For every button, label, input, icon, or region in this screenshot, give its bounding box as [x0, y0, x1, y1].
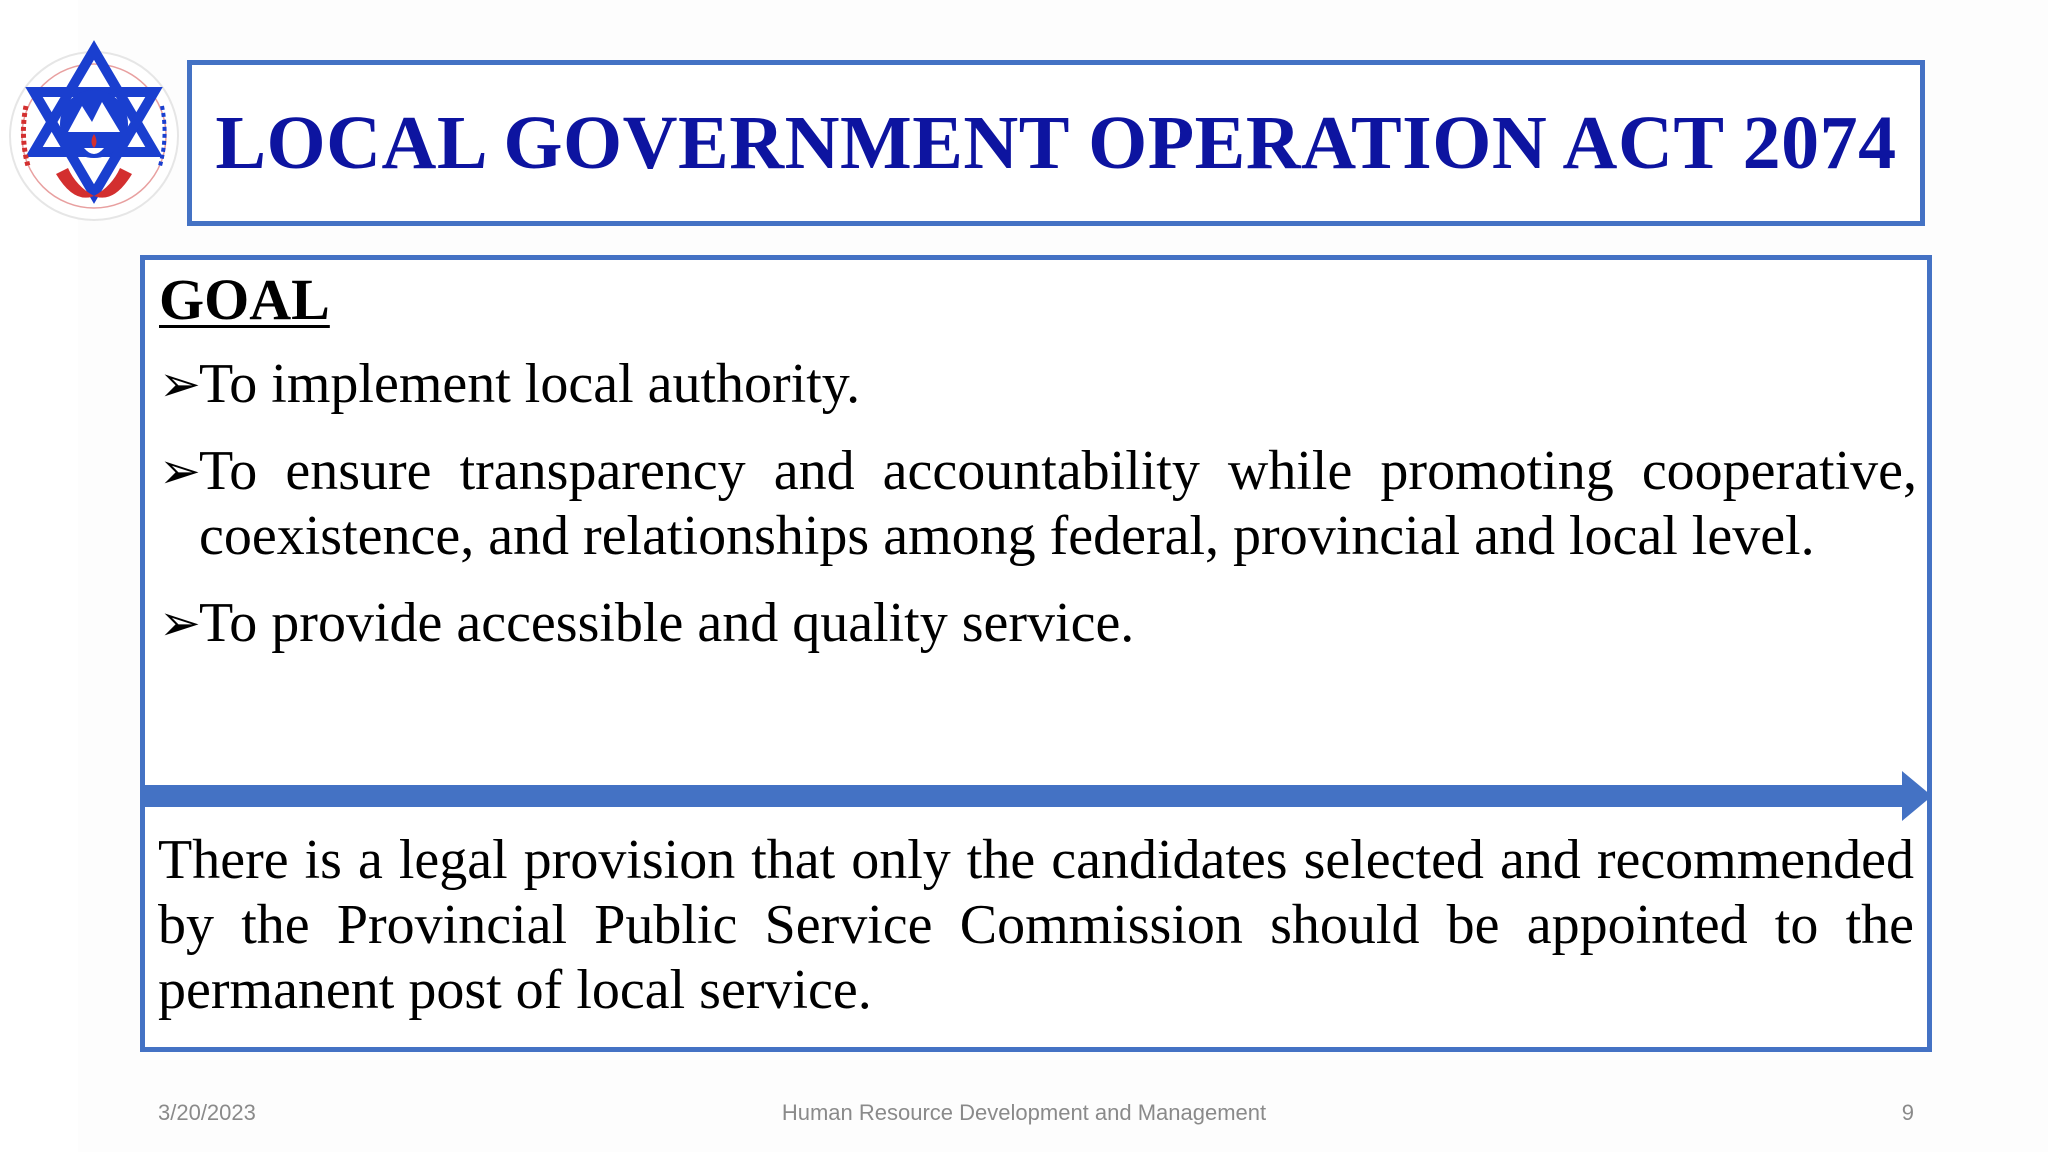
university-emblem-icon: [4, 36, 184, 228]
goal-bullet-text: To ensure transparency and accountability while promoting cooperative, coexistence, and relationships among federal, provincial and local level.: [199, 440, 1917, 567]
goal-bullet: [159, 439, 1917, 569]
slide-title: LOCAL GOVERNMENT OPERATION ACT 2074: [215, 100, 1897, 185]
footer-date: 3/20/2023: [158, 1100, 256, 1125]
goal-bullet-list: [159, 352, 1917, 678]
legal-provision-text: There is a legal provision that only the candidates selected and recommended by the Provincial Public Service Commission should be appointed to the permanent post of local service.: [158, 829, 1914, 1021]
footer-title: Human Resource Development and Management: [781, 1100, 1267, 1125]
goal-bullet: [159, 591, 1917, 656]
goal-bullet: [159, 352, 1917, 417]
goal-bullet-text: To provide accessible and quality service.: [199, 592, 1135, 654]
arrowhead-bullet-icon: ➢: [159, 443, 201, 499]
arrowhead-bullet-icon: ➢: [159, 356, 201, 412]
arrowhead-bullet-icon: ➢: [159, 595, 201, 651]
page-number: 9: [1901, 1100, 1914, 1125]
title-box: [187, 60, 1925, 226]
arrow-divider: [140, 771, 1932, 821]
goal-heading: GOAL: [159, 267, 330, 332]
goal-bullet-text: To implement local authority.: [199, 353, 861, 415]
